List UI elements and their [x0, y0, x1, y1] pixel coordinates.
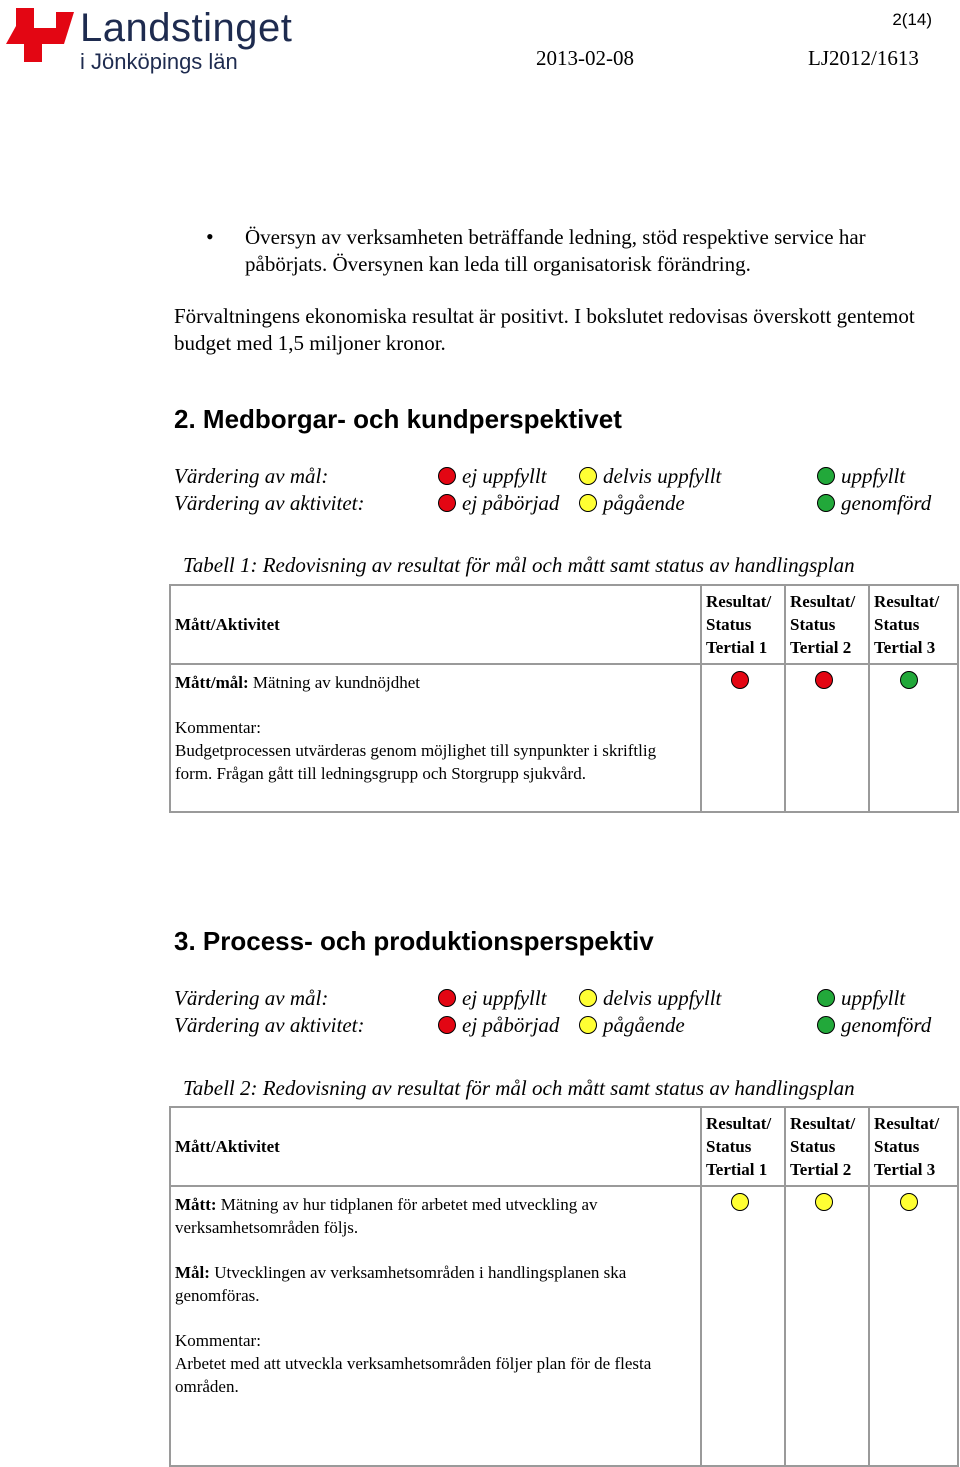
header-line: Resultat/	[874, 1114, 940, 1133]
bullet-text: Översyn av verksamheten beträffande ledning, stöd respektive service har påbörjats. Översynen kan leda till organisatorisk förändring.	[245, 225, 866, 276]
legend-goal-green: uppfyllt	[841, 986, 906, 1010]
legend-goal-red: ej uppfyllt	[462, 464, 547, 488]
yellow-circle-icon	[731, 1193, 749, 1211]
header-line: Resultat/	[790, 592, 856, 611]
red-circle-icon	[438, 494, 456, 512]
red-circle-icon	[815, 671, 833, 689]
comment-label: Kommentar:	[175, 1331, 261, 1350]
yellow-circle-icon	[579, 467, 597, 485]
header-line: Resultat/	[874, 592, 940, 611]
table-1	[169, 584, 959, 813]
col-header-tertial-1	[701, 585, 785, 664]
comment-text: Arbetet med att utveckla verksamhetsområden följer plan för de flesta områden.	[175, 1354, 652, 1396]
yellow-circle-icon	[900, 1193, 918, 1211]
yellow-circle-icon	[579, 1016, 597, 1034]
col-header-measure: Mått/Aktivitet	[170, 1107, 701, 1186]
legend-goal-label: Värdering av mål:	[174, 986, 329, 1010]
document-reference: LJ2012/1613	[808, 46, 919, 70]
legend-act-red: ej påbörjad	[462, 491, 560, 515]
status-cell-t3	[869, 1186, 958, 1466]
legend-act-red: ej påbörjad	[462, 1013, 560, 1037]
comment-label: Kommentar:	[175, 718, 261, 737]
page-number: 2(14)	[892, 10, 932, 29]
legend-section-3	[0, 986, 960, 1046]
green-circle-icon	[817, 467, 835, 485]
col-header-tertial-2	[785, 1107, 869, 1186]
header-line: Resultat/	[790, 1114, 856, 1133]
col-header-tertial-3	[869, 1107, 958, 1186]
row-text: Mätning av kundnöjdhet	[252, 673, 421, 692]
green-circle-icon	[900, 671, 918, 689]
measure-cell	[170, 664, 701, 812]
table-2	[169, 1106, 959, 1467]
legend-activity-label: Värdering av aktivitet:	[174, 1013, 365, 1037]
red-circle-icon	[438, 989, 456, 1007]
header-line: Status	[706, 615, 752, 634]
col-header-tertial-1	[701, 1107, 785, 1186]
header-line: Status	[706, 1137, 752, 1156]
table-2-header-row	[170, 1107, 958, 1186]
landstinget-logo-icon	[2, 4, 76, 66]
measure-text: Mätning av hur tidplanen för arbetet med utveckling av verksamhetsområden följs.	[175, 1195, 598, 1237]
green-circle-icon	[817, 1016, 835, 1034]
col-header-tertial-3	[869, 585, 958, 664]
comment-text: Budgetprocessen utvärderas genom möjlighet till synpunkter i skriftlig form. Frågan gått till ledningsgrupp och Storgrupp sjukvård.	[175, 741, 657, 783]
legend-act-green: genomförd	[841, 1013, 932, 1037]
header-line: Tertial 1	[706, 638, 768, 657]
measure-cell	[170, 1186, 701, 1466]
legend-goal-yellow: delvis uppfyllt	[603, 464, 722, 488]
col-header-tertial-2	[785, 585, 869, 664]
yellow-circle-icon	[815, 1193, 833, 1211]
legend-act-yellow: pågående	[603, 491, 685, 515]
yellow-circle-icon	[579, 989, 597, 1007]
header-line: Resultat/	[706, 592, 772, 611]
goal-text: Utvecklingen av verksamhetsområden i handlingsplanen ska genomföras.	[175, 1263, 627, 1305]
status-cell-t2	[785, 664, 869, 812]
row-label: Mått/mål:	[175, 673, 249, 692]
status-cell-t1	[701, 664, 785, 812]
green-circle-icon	[817, 494, 835, 512]
org-name-line2: i Jönköpings län	[80, 49, 238, 74]
bullet-marker: •	[206, 224, 214, 249]
section-2-title: 2. Medborgar- och kundperspektivet	[174, 404, 622, 434]
header-line: Tertial 3	[874, 638, 936, 657]
table-2-caption: Tabell 2: Redovisning av resultat för mål och mått samt status av handlingsplan	[183, 1076, 855, 1100]
intro-paragraph: Förvaltningens ekonomiska resultat är positivt. I bokslutet redovisas överskott gentemot budget med 1,5 miljoner kronor.	[174, 304, 915, 355]
document-date: 2013-02-08	[536, 46, 634, 70]
col-header-measure: Mått/Aktivitet	[170, 585, 701, 664]
section-3-title: 3. Process- och produktionsperspektiv	[174, 926, 654, 956]
header-line: Tertial 2	[790, 638, 852, 657]
header-line: Status	[874, 615, 920, 634]
header-line: Status	[790, 615, 836, 634]
header-line: Tertial 2	[790, 1160, 852, 1179]
legend-act-green: genomförd	[841, 491, 932, 515]
goal-label: Mål:	[175, 1263, 210, 1282]
header-line: Tertial 3	[874, 1160, 936, 1179]
status-cell-t1	[701, 1186, 785, 1466]
org-name-line1: Landstinget	[80, 6, 293, 50]
legend-goal-red: ej uppfyllt	[462, 986, 547, 1010]
legend-goal-green: uppfyllt	[841, 464, 906, 488]
red-circle-icon	[438, 467, 456, 485]
legend-activity-label: Värdering av aktivitet:	[174, 491, 365, 515]
yellow-circle-icon	[579, 494, 597, 512]
header-line: Status	[790, 1137, 836, 1156]
status-cell-t2	[785, 1186, 869, 1466]
red-circle-icon	[731, 671, 749, 689]
legend-goal-label: Värdering av mål:	[174, 464, 329, 488]
legend-act-yellow: pågående	[603, 1013, 685, 1037]
legend-goal-yellow: delvis uppfyllt	[603, 986, 722, 1010]
red-circle-icon	[438, 1016, 456, 1034]
table-1-caption: Tabell 1: Redovisning av resultat för mål och mått samt status av handlingsplan	[183, 553, 855, 577]
header-line: Tertial 1	[706, 1160, 768, 1179]
status-cell-t3	[869, 664, 958, 812]
table-row	[170, 1186, 958, 1466]
measure-label: Mått:	[175, 1195, 217, 1214]
legend-section-2	[0, 464, 960, 524]
green-circle-icon	[817, 989, 835, 1007]
header-line: Resultat/	[706, 1114, 772, 1133]
table-row	[170, 664, 958, 812]
table-1-header-row	[170, 585, 958, 664]
header-line: Status	[874, 1137, 920, 1156]
